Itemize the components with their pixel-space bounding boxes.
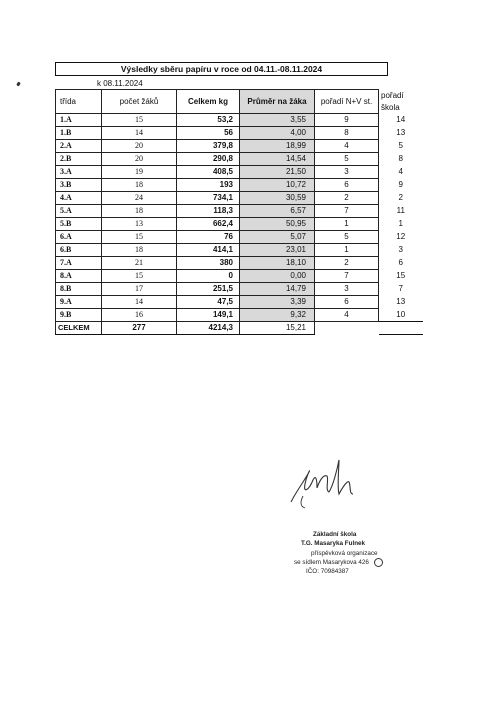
cell-total-kg: 380 — [177, 257, 240, 270]
cell-rank-school: 4 — [398, 167, 403, 176]
table-header-row — [56, 90, 423, 114]
totals-label: CELKEM — [56, 322, 102, 335]
totals-empty-2 — [379, 322, 423, 335]
table-row — [56, 179, 423, 192]
stamp-line-1: Základní škola — [313, 531, 357, 538]
cell-avg: 14,54 — [240, 153, 315, 166]
cell-pupils: 19 — [102, 166, 177, 179]
cell-rank-nv: 3 — [315, 166, 379, 179]
cell-class: 3.B — [56, 179, 102, 192]
cell-rank-school: 9 — [398, 180, 403, 189]
cell-class: 7.A — [56, 257, 102, 270]
cell-rank-nv: 4 — [315, 140, 379, 153]
results-table — [55, 89, 423, 335]
table-row — [56, 309, 423, 322]
cell-class: 2.A — [56, 140, 102, 153]
cell-total-kg: 149,1 — [177, 309, 240, 322]
table-row — [56, 296, 423, 309]
cell-rank-school: 5 — [398, 141, 403, 150]
cell-rank-school: 8 — [398, 154, 403, 163]
cell-rank-nv: 6 — [315, 179, 379, 192]
table-row — [56, 244, 423, 257]
cell-class: 1.A — [56, 114, 102, 127]
cell-pupils: 18 — [102, 179, 177, 192]
header-rank-school: pořadí škola — [381, 90, 404, 112]
cell-total-kg: 0 — [177, 270, 240, 283]
cell-rank-school: 7 — [398, 284, 403, 293]
cell-avg: 4,00 — [240, 127, 315, 140]
cell-rank-nv: 4 — [315, 309, 379, 322]
cell-total-kg: 193 — [177, 179, 240, 192]
cell-total-kg: 76 — [177, 231, 240, 244]
cell-total-kg: 662,4 — [177, 218, 240, 231]
cell-avg: 14,79 — [240, 283, 315, 296]
table-row — [56, 205, 423, 218]
cell-rank-nv: 1 — [315, 218, 379, 231]
cell-rank-nv: 9 — [315, 114, 379, 127]
cell-class: 8.A — [56, 270, 102, 283]
cell-avg: 23,01 — [240, 244, 315, 257]
cell-avg: 5,07 — [240, 231, 315, 244]
cell-avg: 21,50 — [240, 166, 315, 179]
cell-total-kg: 118,3 — [177, 205, 240, 218]
cell-rank-nv: 2 — [315, 192, 379, 205]
header-total-kg: Celkem kg — [177, 90, 240, 114]
cell-avg: 3,55 — [240, 114, 315, 127]
stamp-line-3: příspěvková organizace — [311, 549, 378, 557]
totals-avg: 15,21 — [240, 322, 315, 335]
cell-pupils: 17 — [102, 283, 177, 296]
cell-rank-school: 6 — [398, 258, 403, 267]
cell-class: 3.A — [56, 166, 102, 179]
cell-rank-school: 15 — [396, 271, 406, 280]
table-row — [56, 231, 423, 244]
cell-pupils: 20 — [102, 140, 177, 153]
document-title: Výsledky sběru papíru v roce od 04.11.-08.11.2024 — [55, 62, 388, 76]
header-rank-nv: pořadí N+V st. — [315, 90, 379, 114]
cell-class: 4.A — [56, 192, 102, 205]
cell-rank-nv: 5 — [315, 231, 379, 244]
cell-rank-school: 3 — [398, 245, 403, 254]
stamp-line-5: IČO: 70984387 — [306, 568, 349, 576]
header-class: třída — [56, 90, 102, 114]
stamp-circle-icon — [374, 558, 383, 567]
cell-pupils: 14 — [102, 296, 177, 309]
header-pupils: počet žáků — [102, 90, 177, 114]
cell-avg: 9,32 — [240, 309, 315, 322]
cell-pupils: 24 — [102, 192, 177, 205]
totals-kg: 4214,3 — [177, 322, 240, 335]
stamp-line-2: T.G. Masaryka Fulnek — [301, 540, 366, 548]
cell-avg: 10,72 — [240, 179, 315, 192]
cell-pupils: 13 — [102, 218, 177, 231]
cell-avg: 3,39 — [240, 296, 315, 309]
table-body — [56, 114, 423, 335]
cell-pupils: 18 — [102, 205, 177, 218]
cell-rank-school: 1 — [398, 219, 403, 228]
cell-total-kg: 53,2 — [177, 114, 240, 127]
cell-rank-nv: 8 — [315, 127, 379, 140]
cell-avg: 18,10 — [240, 257, 315, 270]
cell-total-kg: 290,8 — [177, 153, 240, 166]
cell-rank-nv: 7 — [315, 270, 379, 283]
cell-total-kg: 734,1 — [177, 192, 240, 205]
table-row — [56, 257, 423, 270]
totals-pupils: 277 — [102, 322, 177, 335]
cell-pupils: 20 — [102, 153, 177, 166]
cell-rank-school: 2 — [398, 193, 403, 202]
cell-pupils: 15 — [102, 114, 177, 127]
table-row — [56, 127, 423, 140]
date-note: k 08.11.2024 — [97, 79, 143, 88]
cell-total-kg: 56 — [177, 127, 240, 140]
cell-pupils: 15 — [102, 270, 177, 283]
cell-rank-school: 11 — [396, 206, 405, 215]
school-stamp — [291, 530, 421, 577]
cell-rank-school: 13 — [396, 297, 406, 306]
cell-rank-nv: 3 — [315, 283, 379, 296]
cell-avg: 18,99 — [240, 140, 315, 153]
cell-class: 9.B — [56, 309, 102, 322]
cell-total-kg: 379,8 — [177, 140, 240, 153]
cell-class: 1.B — [56, 127, 102, 140]
table-row — [56, 218, 423, 231]
stamp-line-4 — [291, 558, 421, 567]
cell-total-kg: 414,1 — [177, 244, 240, 257]
cell-class: 9.A — [56, 296, 102, 309]
totals-row — [56, 322, 423, 335]
cell-class: 5.B — [56, 218, 102, 231]
cell-pupils: 16 — [102, 309, 177, 322]
cell-rank-nv: 7 — [315, 205, 379, 218]
cell-rank-school: 14 — [396, 115, 406, 124]
cell-class: 5.A — [56, 205, 102, 218]
table-row — [56, 153, 423, 166]
header-avg-per-pupil: Průměr na žáka — [240, 90, 315, 114]
cell-avg: 30,59 — [240, 192, 315, 205]
table-row — [56, 283, 423, 296]
cell-avg: 0,00 — [240, 270, 315, 283]
totals-empty — [315, 322, 379, 335]
cell-pupils: 21 — [102, 257, 177, 270]
stamp-line-4-text: se sídlem Masarykova 426 — [294, 559, 369, 567]
table-row — [56, 140, 423, 153]
cell-rank-school: 13 — [396, 128, 406, 137]
cell-class: 6.A — [56, 231, 102, 244]
table-row — [56, 166, 423, 179]
cell-pupils: 18 — [102, 244, 177, 257]
cell-avg: 6,57 — [240, 205, 315, 218]
cell-rank-nv: 1 — [315, 244, 379, 257]
cell-rank-school: 12 — [396, 232, 406, 241]
cell-total-kg: 251,5 — [177, 283, 240, 296]
cell-rank-nv: 6 — [315, 296, 379, 309]
cell-class: 8.B — [56, 283, 102, 296]
cell-avg: 50,95 — [240, 218, 315, 231]
cell-rank-nv: 2 — [315, 257, 379, 270]
table-row — [56, 270, 423, 283]
cell-pupils: 14 — [102, 127, 177, 140]
cell-rank-nv: 5 — [315, 153, 379, 166]
table-row — [56, 192, 423, 205]
ink-mark — [16, 82, 21, 87]
signature — [283, 450, 383, 520]
cell-class: 2.B — [56, 153, 102, 166]
cell-pupils: 15 — [102, 231, 177, 244]
table-row — [56, 114, 423, 127]
cell-rank-school: 10 — [396, 309, 406, 319]
cell-total-kg: 47,5 — [177, 296, 240, 309]
cell-class: 6.B — [56, 244, 102, 257]
cell-total-kg: 408,5 — [177, 166, 240, 179]
